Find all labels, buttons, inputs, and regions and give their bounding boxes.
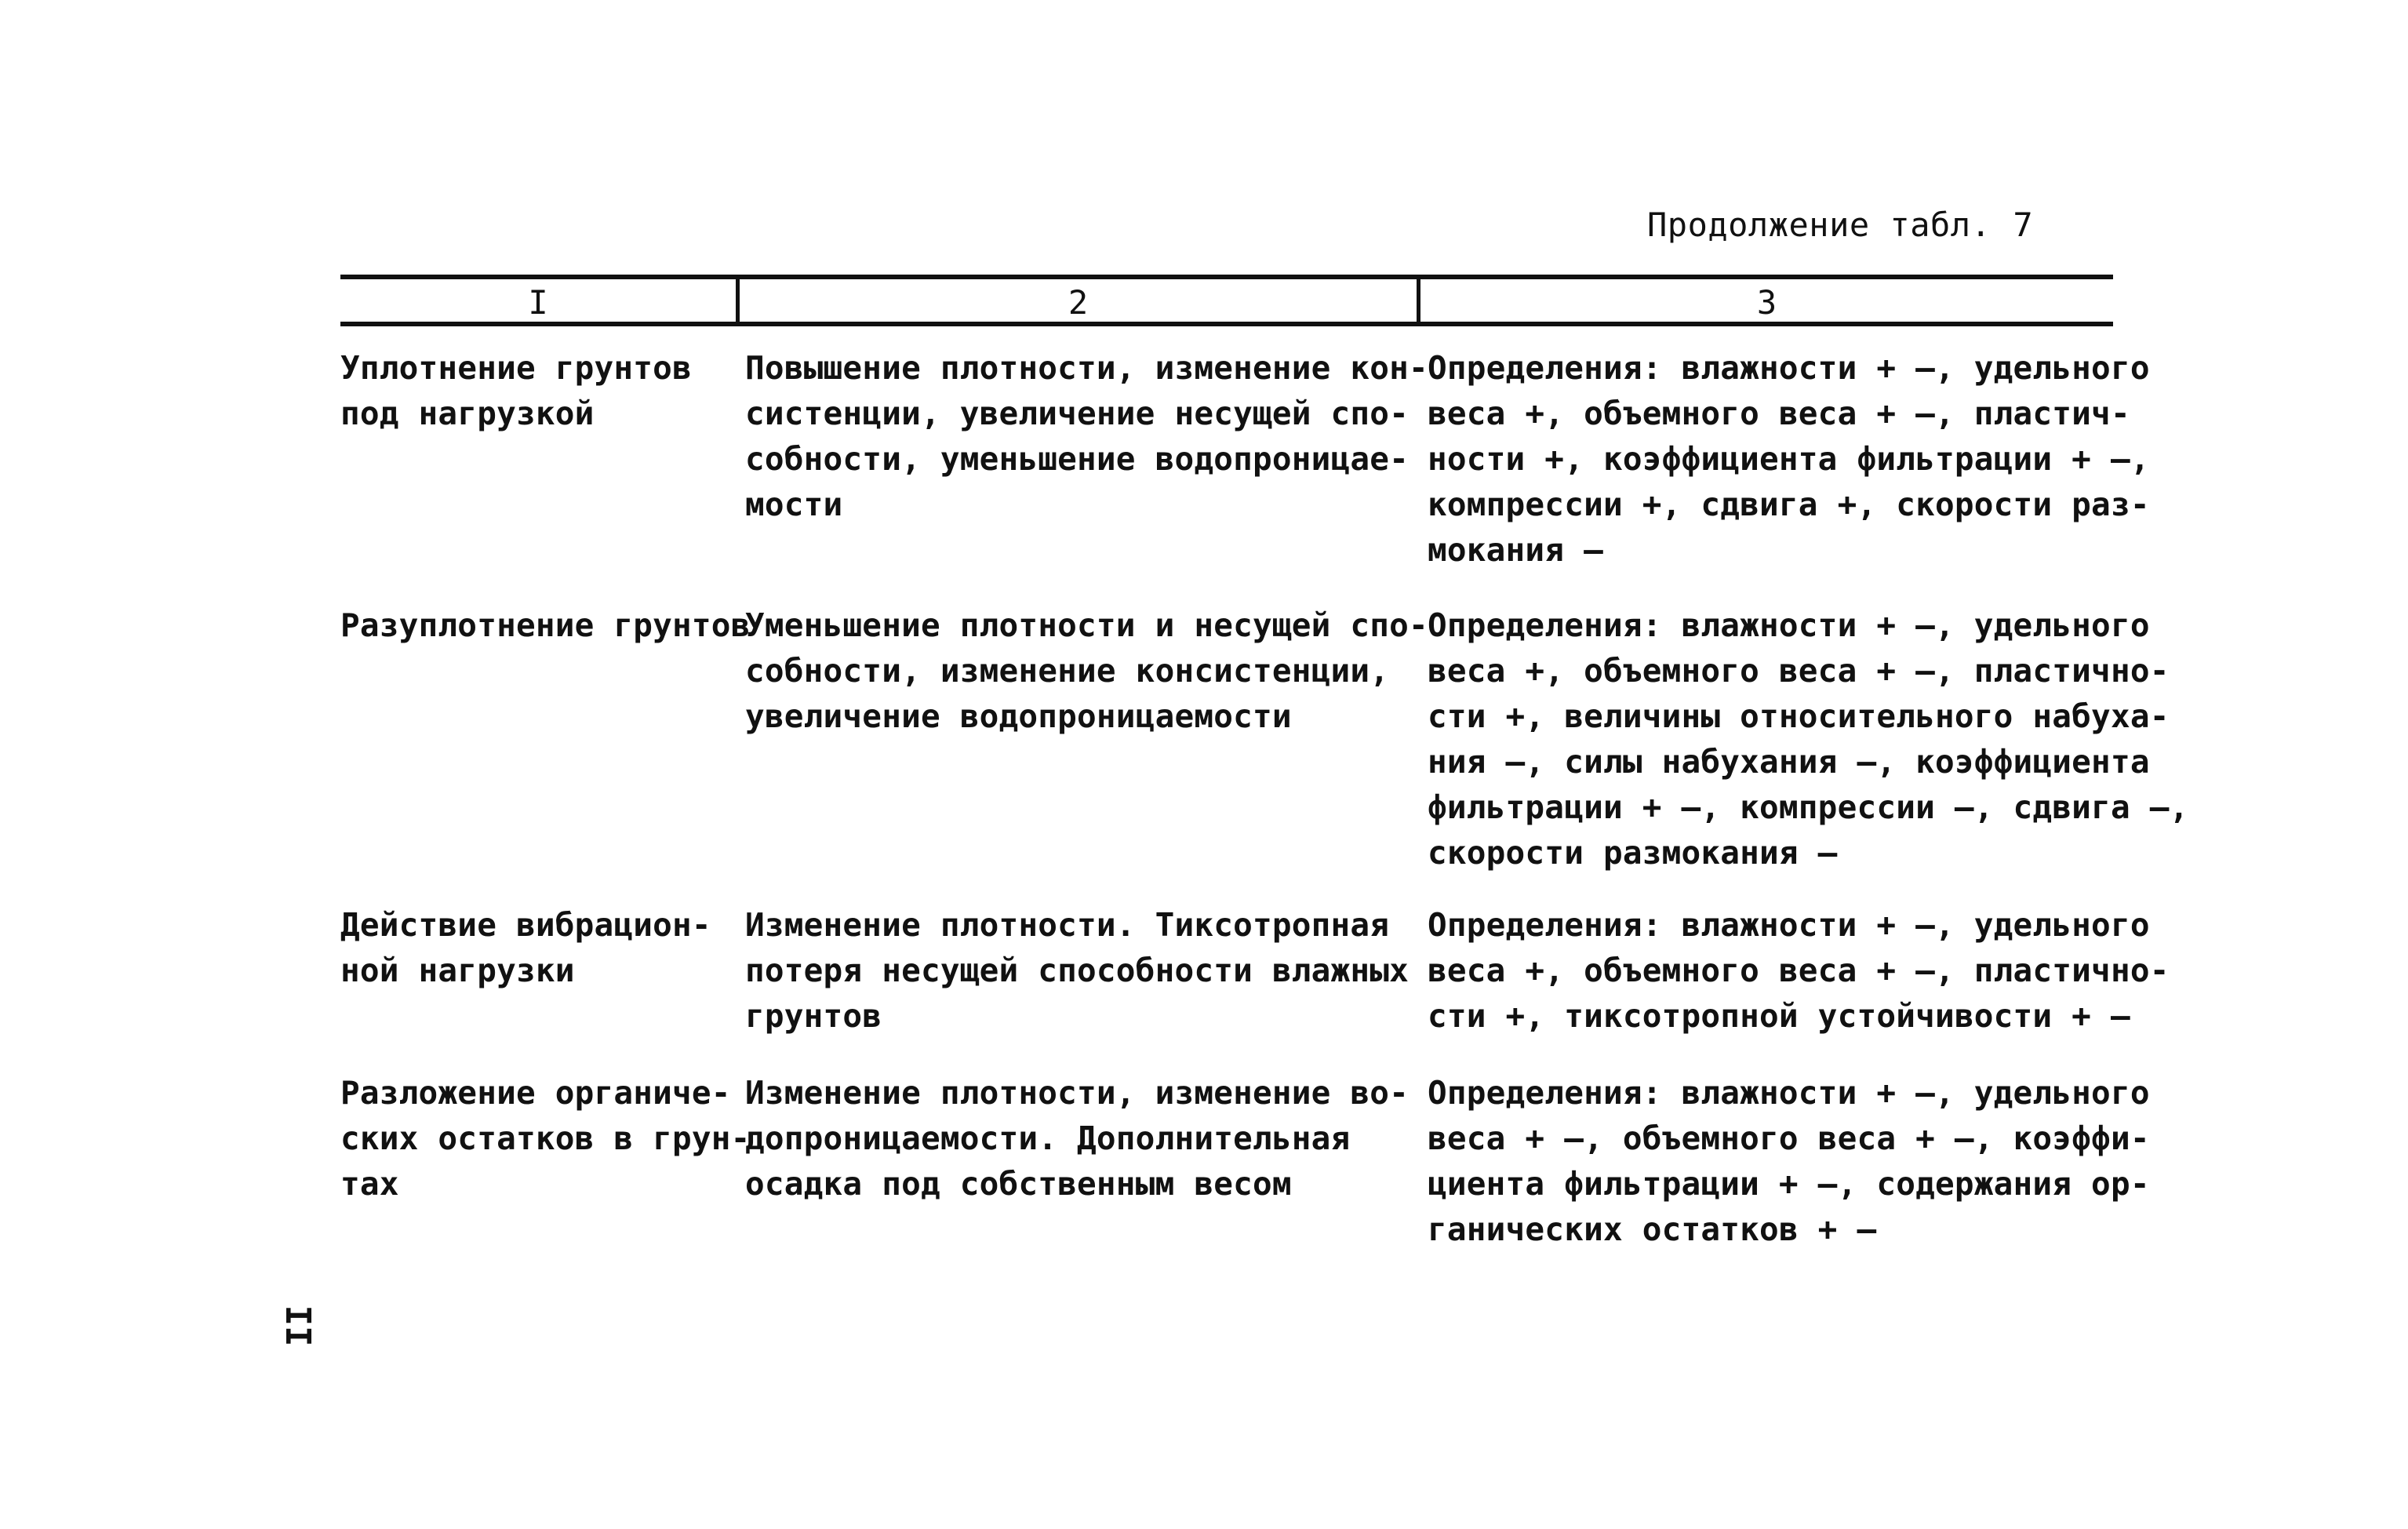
row-3-tests: Определения: влажности + –, удельного веса +, объемного веса + –, пластично- сти +, тиксотропной устойчивости + – bbox=[1428, 906, 2170, 1035]
row-2-process: Разуплотнение грунтов bbox=[340, 606, 751, 644]
table-header-bottom-rule bbox=[340, 322, 2113, 326]
row-3-effect: Изменение плотности. Тиксотропная потеря несущей способности влажных грунтов bbox=[745, 906, 1410, 1035]
row-4-process: Разложение органиче- ских остатков в грун- тах bbox=[340, 1074, 751, 1203]
table-caption-number: 7 bbox=[2013, 206, 2034, 244]
table-caption-text: Продолжение табл. bbox=[1647, 206, 1992, 244]
row-1-process: Уплотнение грунтов под нагрузкой bbox=[340, 349, 692, 432]
row-1-effect: Повышение плотности, изменение кон- систенции, увеличение несущей спо- собности, уменьшение водопроницае- мости bbox=[745, 349, 1428, 523]
row-4-effect: Изменение плотности, изменение во- допроницаемости. Дополнительная осадка под собственным весом bbox=[745, 1074, 1410, 1203]
table-header-top-rule bbox=[340, 275, 2113, 279]
column-number-2: 2 bbox=[1068, 283, 1089, 322]
row-1-tests: Определения: влажности + –, удельного веса +, объемного веса + –, пластич- ности +, коэффициента фильтрации + –, компрессии +, сдвига +, скорости раз- мокания – bbox=[1428, 349, 2150, 569]
row-3-process: Действие вибрацион- ной нагрузки bbox=[340, 906, 711, 989]
page-number: II bbox=[278, 1305, 318, 1347]
column-number-3: 3 bbox=[1756, 283, 1777, 322]
row-2-effect: Уменьшение плотности и несущей спо- собности, изменение консистенции, увеличение водопроницаемости bbox=[745, 606, 1428, 735]
row-4-tests: Определения: влажности + –, удельного веса + –, объемного веса + –, коэффи- циента фильтрации + –, содержания ор- ганических остатков + – bbox=[1428, 1074, 2150, 1248]
table-caption bbox=[1647, 206, 2033, 244]
column-number-1: I bbox=[528, 283, 548, 322]
row-2-tests: Определения: влажности + –, удельного веса +, объемного веса + –, пластично- сти +, величины относительного набуха- ния –, силы набухания –, коэффициента фильтрации + –, компрессии –, сдвига –, скорости размокания – bbox=[1428, 606, 2189, 872]
